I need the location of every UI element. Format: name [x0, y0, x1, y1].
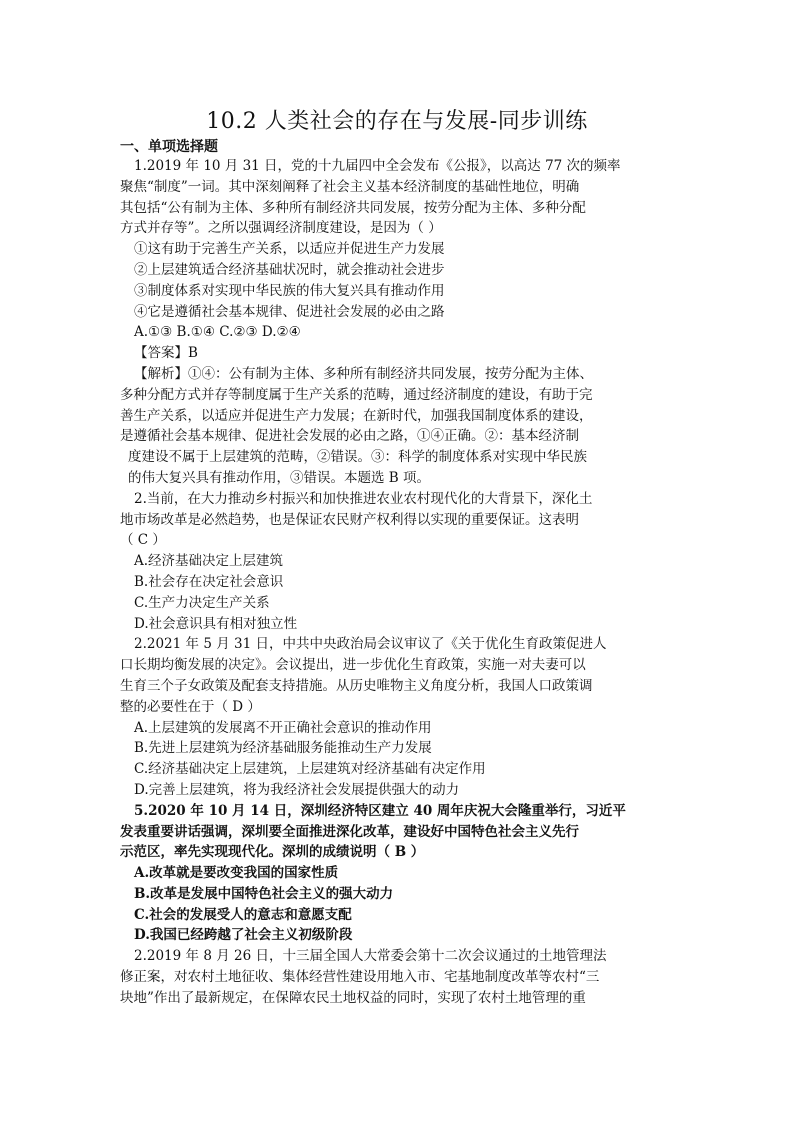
- option-item: B.先进上层建筑为经济基础服务能推动生产力发展: [134, 740, 432, 757]
- option-item: D.我国已经跨越了社会主义初级阶段: [134, 927, 353, 944]
- option-item: C.社会的发展受人的意志和意愿支配: [134, 906, 352, 923]
- question-6-line: 块地”作出了最新规定，在保障农民土地权益的同时，实现了农村土地管理的重: [120, 989, 586, 1006]
- question-2-line: 地市场改革是必然趋势，也是保证农民财产权利得以实现的重要保证。这表明: [120, 511, 579, 528]
- question-1-line: 其包括“公有制为主体、多种所有制经济共同发展，按劳分配为主体、多种分配: [120, 199, 586, 216]
- question-1-line: 1.2019 年 10 月 31 日，党的十九届四中全会发布《公报》，以高达 77 次的频率: [134, 158, 621, 174]
- question-3-line: 生育三个子女政策及配套支持措施。从历史唯物主义角度分析，我国人口政策调: [120, 677, 593, 694]
- question-6-line: 2.2019 年 8 月 26 日，十三届全国人大常委会第十二次会议通过的土地管理法: [134, 948, 607, 965]
- option-item: B.改革是发展中国特色社会主义的强大动力: [134, 885, 394, 902]
- statement-item: ②上层建筑适合经济基础状况时，就会推动社会进步: [134, 261, 445, 278]
- question-1-line: 方式并存等”。之所以强调经济制度建设，是因为（ ）: [120, 220, 442, 237]
- option-item: A.上层建筑的发展离不开正确社会意识的推动作用: [134, 719, 432, 736]
- answer-label: 【答案】B: [134, 345, 198, 362]
- answer-choices: A.①③ B.①④ C.②③ D.②④: [134, 324, 301, 341]
- statement-item: ③制度体系对实现中华民族的伟大复兴具有推动作用: [134, 282, 445, 299]
- question-5-line: 5.2020 年 10 月 14 日，深圳经济特区建立 40 周年庆祝大会隆重举行，习近平: [134, 802, 626, 819]
- page-title: 10.2 人类社会的存在与发展-同步训练: [206, 109, 588, 134]
- document-body: [120, 156, 676, 1009]
- question-2-line: 2.当前，在大力推动乡村振兴和加快推进农业农村现代化的大背景下，深化土: [134, 490, 593, 507]
- analysis-line: 多种分配方式并存等制度属于生产关系的范畴，通过经济制度的建设，有助于完: [120, 386, 593, 403]
- question-3-line: 2.2021 年 5 月 31 日，中共中央政治局会议审议了《关于优化生育政策促进人: [134, 636, 607, 653]
- question-3-line: 口长期均衡发展的决定》。会议提出，进一步优化生育政策，实施一对夫妻可以: [120, 657, 586, 674]
- option-item: C.生产力决定生产关系: [134, 594, 270, 611]
- analysis-line: 是遵循社会基本规律、促进社会发展的必由之路，①④正确。②：基本经济制: [120, 428, 579, 445]
- section-heading: 一、单项选择题: [120, 139, 218, 155]
- analysis-line: 的伟大复兴具有推动作用，③错误。本题选 B 项。: [128, 469, 431, 486]
- option-item: B.社会存在决定社会意识: [134, 573, 284, 590]
- option-item: C.经济基础决定上层建筑，上层建筑对经济基础有决定作用: [134, 761, 486, 778]
- question-5-line: 发表重要讲话强调，深圳要全面推进深化改革，建设好中国特色社会主义先行: [120, 823, 579, 840]
- question-1-line: 聚焦“制度”一词。其中深刻阐释了社会主义基本经济制度的基础性地位，明确: [120, 178, 580, 195]
- question-3-line: 整的必要性在于（ D ）: [120, 698, 261, 715]
- option-item: D.社会意识具有相对独立性: [134, 615, 298, 632]
- question-6-line: 修正案，对农村土地征收、集体经营性建设用地入市、宅基地制度改革等农村“三: [120, 969, 600, 986]
- statement-item: ④它是遵循社会基本规律、促进社会发展的必由之路: [134, 303, 445, 320]
- statement-item: ①这有助于完善生产关系，以适应并促进生产力发展: [134, 241, 445, 258]
- analysis-line: 善生产关系，以适应并促进生产力发展；在新时代，加强我国制度体系的建设，: [120, 407, 593, 424]
- option-item: D.完善上层建筑，将为我经济社会发展提供强大的动力: [134, 781, 460, 798]
- analysis-line: 【解析】①④：公有制为主体、多种所有制经济共同发展，按劳分配为主体、: [134, 365, 593, 382]
- option-item: A.经济基础决定上层建筑: [134, 553, 284, 570]
- option-item: A.改革就是要改变我国的国家性质: [134, 865, 339, 882]
- question-2-line: （ C ）: [120, 532, 166, 549]
- question-5-line: 示范区，率先实现现代化。深圳的成绩说明（ B ）: [120, 844, 425, 861]
- analysis-line: 度建设不属于上层建筑的范畴，②错误。③：科学的制度体系对实现中华民族: [128, 449, 587, 466]
